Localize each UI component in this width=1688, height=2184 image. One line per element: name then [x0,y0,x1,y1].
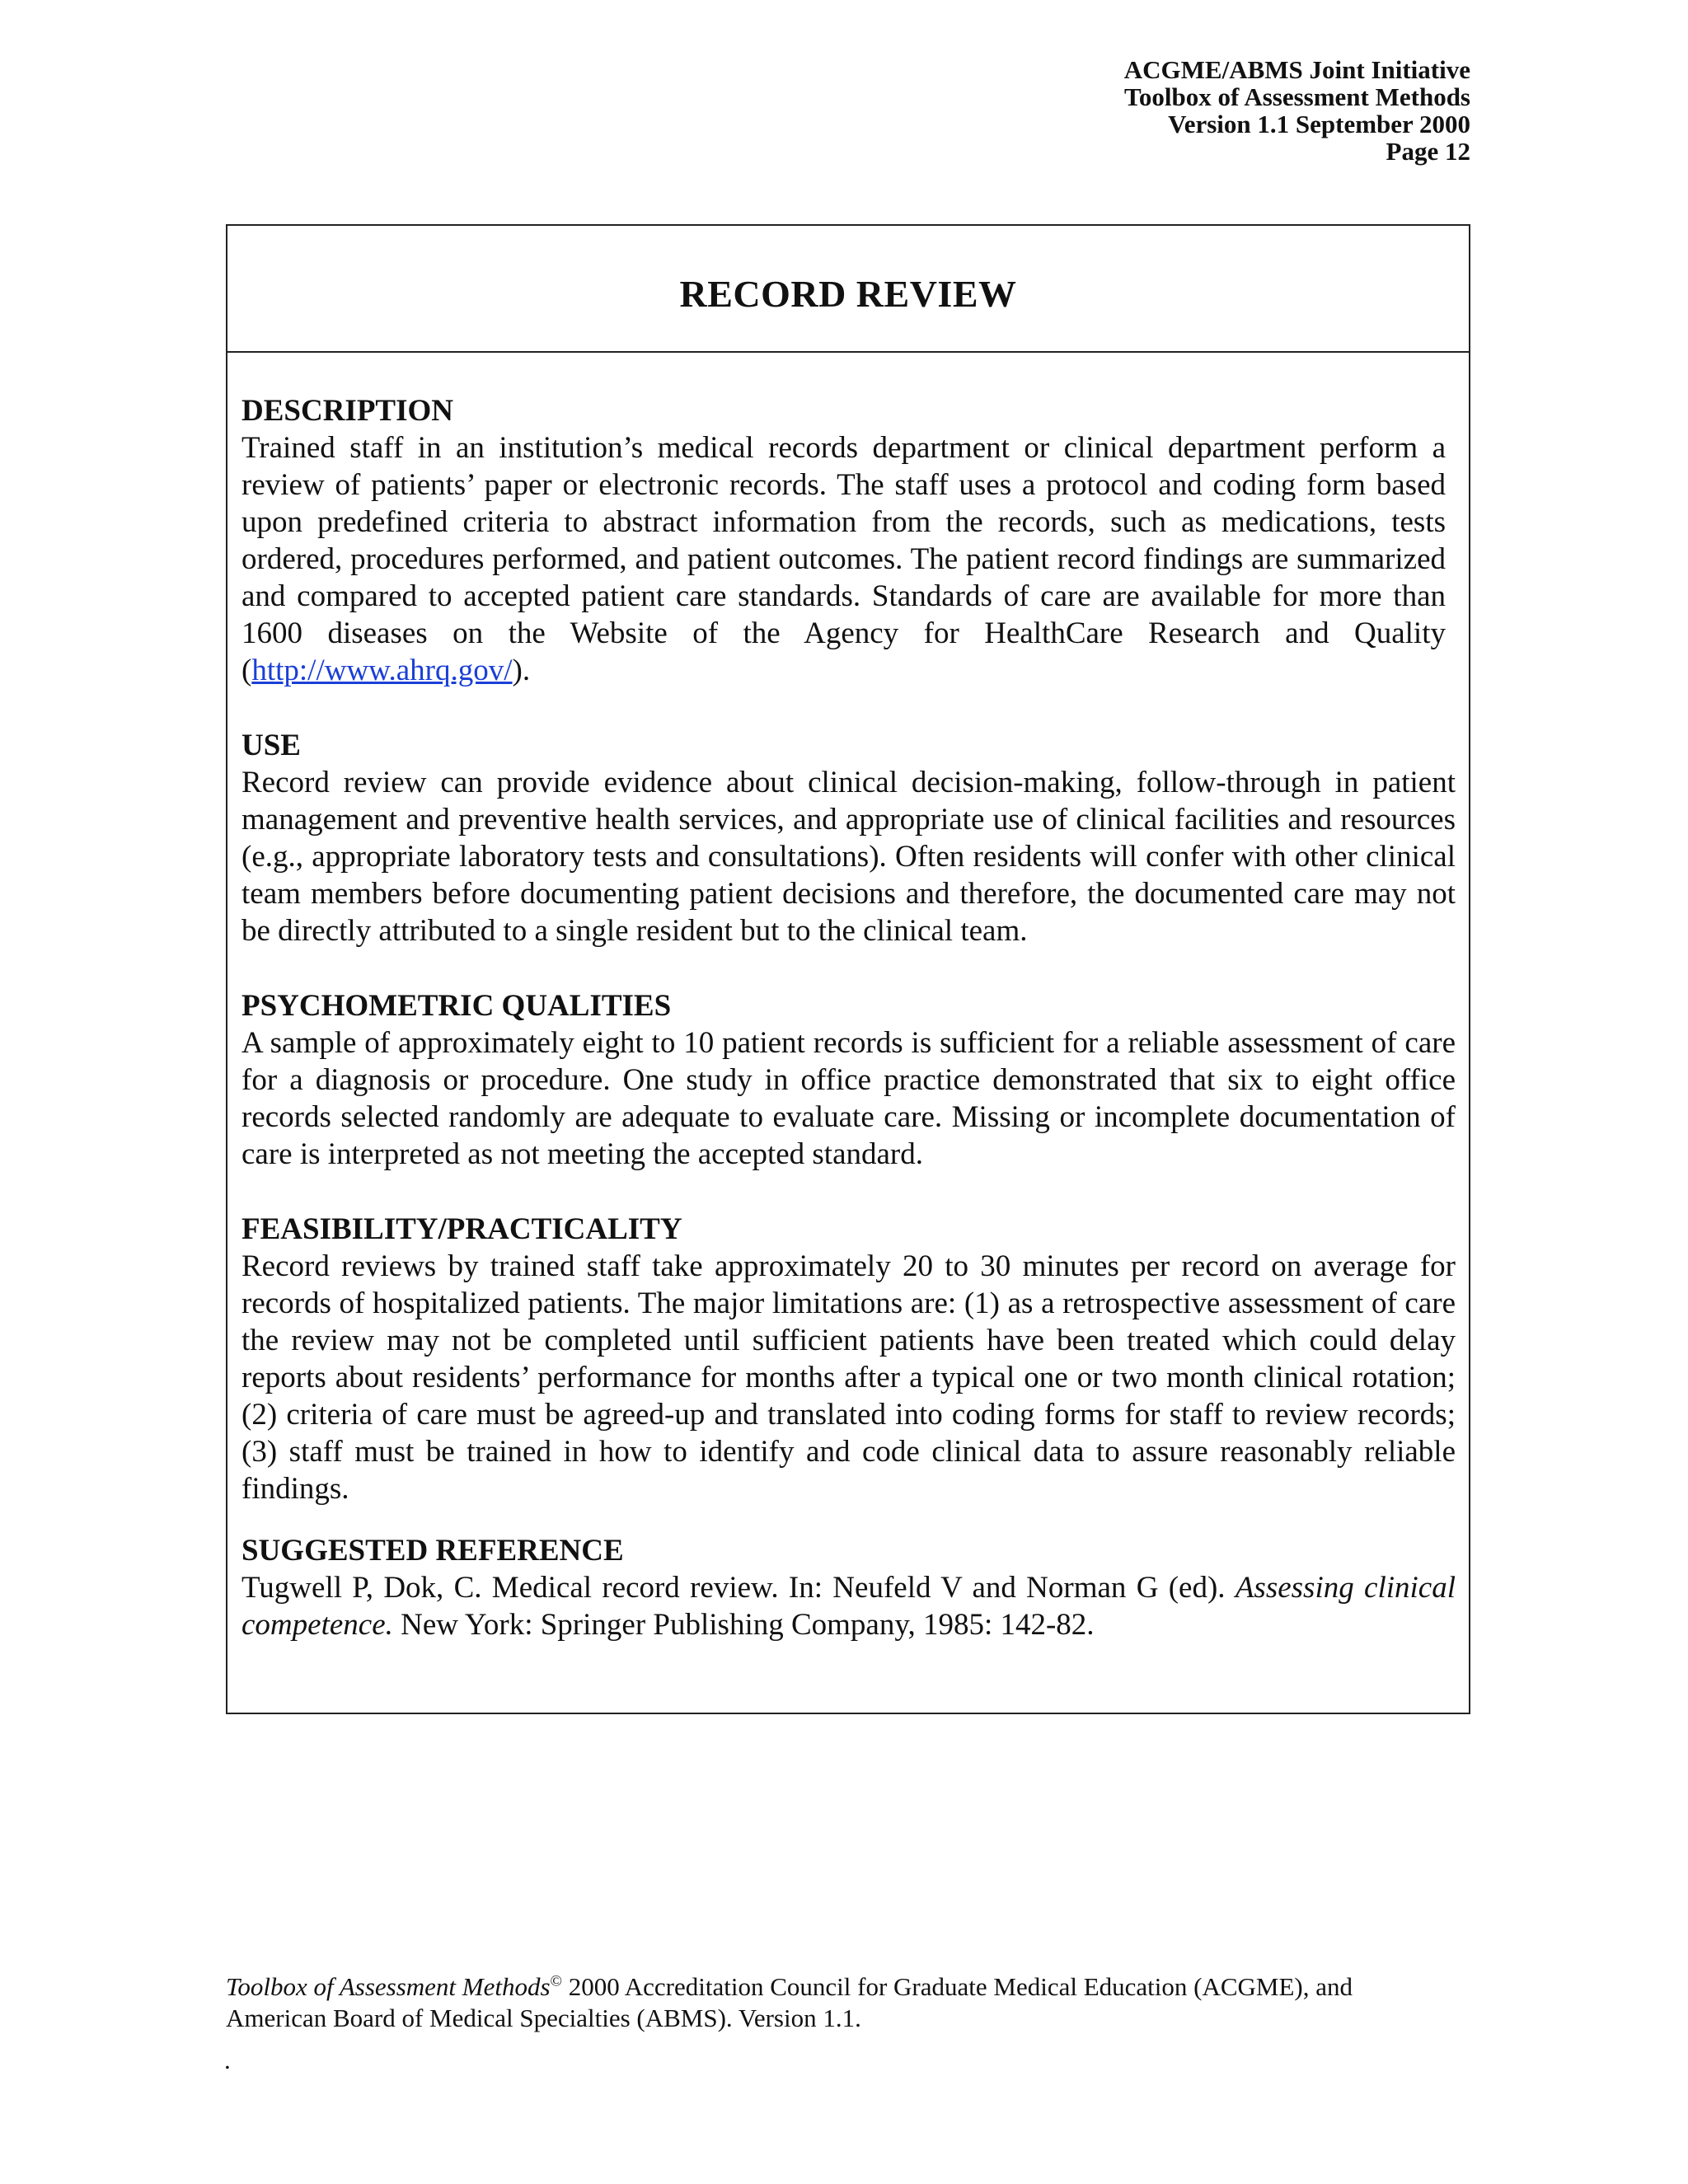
reference-text [241,1569,1456,1643]
trailing-dot: . [224,2046,231,2074]
feasibility-text: Record reviews by trained staff take approximately 20 to 30 minutes per record on average for records of hospitalized patients. The major limitations are: (1) as a retrospective assessment of care the review may not be completed until sufficient patients have been treated which could delay reports about residents’ performance for months after a typical one or two month clinical rotation; (2) criteria of care must be agreed-up and translated into coding forms for staff to review records; (3) staff must be trained in how to identify and code clinical data to assure reasonably reliable findings. [241,1249,1456,1506]
content-area [227,353,1469,1643]
description-heading: DESCRIPTION [241,394,453,428]
psychometric-heading: PSYCHOMETRIC QUALITIES [241,989,672,1023]
description-text [241,429,1456,689]
header-version: Version 1.1 September 2000 [1168,110,1470,138]
use-heading: USE [241,729,301,762]
title-box [227,226,1469,353]
psychometric-text: A sample of approximately eight to 10 patient records is sufficient for a reliable assessment of care for a diagnosis or procedure. One study in office practice demonstrated that six to eight office records selected randomly are adequate to evaluate care. Missing or incomplete documentation of care is interpreted as not meeting the accepted standard. [241,1026,1456,1171]
ahrq-link[interactable]: http://www.ahrq.gov/ [251,654,513,687]
reference-heading: SUGGESTED REFERENCE [241,1534,624,1568]
page-footer [226,1971,1512,2034]
record-review-box [226,224,1470,1714]
header-initiative: ACGME/ABMS Joint Initiative [1123,55,1470,84]
copyright-symbol: © [550,1972,562,1990]
header-page-number: Page 12 [1386,137,1470,166]
description-body: Trained staff in an institution’s medical records department or clinical department perform a review of patients’ paper or electronic records. The staff uses a protocol and coding form based upon predefined criteria to abstract information from the records, such as medications, tests ordered, procedures performed, and patient outcomes. The patient record findings are summarized and compared to accepted patient care standards. Standards of care are available for more than 1600 diseases on the Website of the Agency for HealthCare Research and Quality ( [241,431,1446,687]
reference-authors: Tugwell P, Dok, C. Medical record review. In: Neufeld V and Norman G (ed). [241,1571,1236,1605]
description-end: ). [512,654,531,687]
footer-line-2: American Board of Medical Specialties (ABMS). Version 1.1. [226,2004,861,2032]
page-header [1124,56,1470,165]
page-title: RECORD REVIEW [679,272,1017,315]
footer-toolbox-title: Toolbox of Assessment Methods [226,1972,551,2001]
reference-publisher: New York: Springer Publishing Company, 1985: 142-82. [392,1608,1095,1642]
footer-acgme: 2000 Accreditation Council for Graduate Medical Education (ACGME), and [561,1972,1353,2001]
footer-line-1 [226,1971,1512,2003]
feasibility-heading: FEASIBILITY/PRACTICALITY [241,1212,682,1246]
use-text: Record review can provide evidence about clinical decision-making, follow-through in patient management and preventive health services, and appropriate use of clinical facilities and resources (e.g., appropriate laboratory tests and consultations). Often residents will confer with other clinical team members before documenting patient decisions and therefore, the documented care may not be directly attributed to a single resident but to the clinical team. [241,766,1456,948]
reference-book-title: Assessing clinical competence. [241,1571,1456,1642]
header-toolbox: Toolbox of Assessment Methods [1124,82,1470,111]
